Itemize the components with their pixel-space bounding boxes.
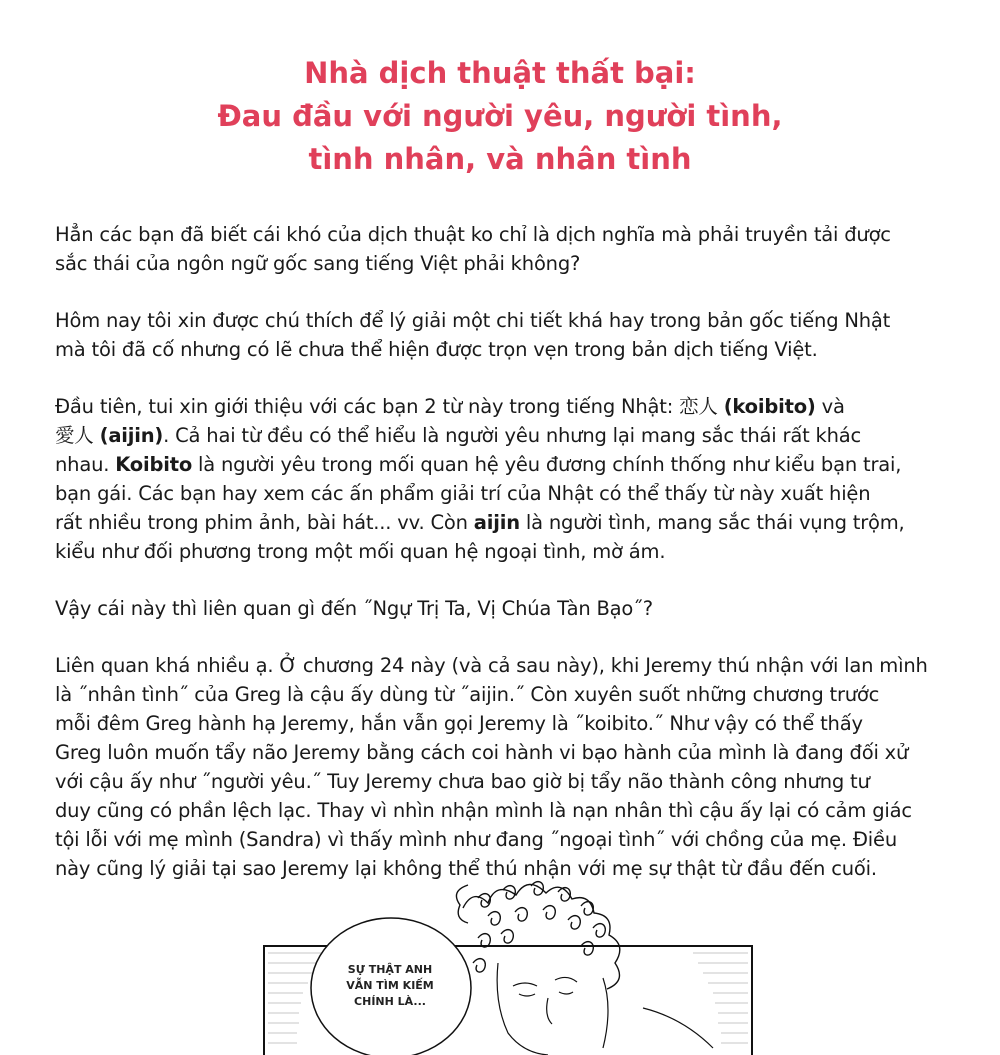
text-line: là ˝nhân tình˝ của Greg là cậu ấy dùng từ ˝aijin.˝ Còn xuyên suốt những chương trước [55,683,880,706]
title-line-1: Nhà dịch thuật thất bại: [304,56,696,90]
title-line-3: tình nhân, và nhân tình [308,142,692,176]
article-body [55,220,975,883]
text-line: này cũng lý giải tại sao Jeremy lại không thể thú nhận với mẹ sự thật từ đầu đến cuối. [55,857,877,880]
text-line: Greg luôn muốn tẩy não Jeremy bằng cách coi hành vi bạo hành của mình là đang đối xử [55,741,909,764]
speech-bubble-text [330,962,450,1010]
text-line: Liên quan khá nhiều ạ. Ở chương 24 này (và cả sau này), khi Jeremy thú nhận với lan mình [55,654,928,677]
text-line: sắc thái của ngôn ngữ gốc sang tiếng Việt phải không? [55,252,581,275]
paragraph-explanation [55,651,975,883]
text-line: rất nhiều trong phim ảnh, bài hát... vv. Còn aijin là người tình, mang sắc thái vụng trộm, [55,511,905,534]
paragraph-purpose [55,306,975,364]
text-line: 愛人 (aijin). Cả hai từ đều có thể hiểu là người yêu nhưng lại mang sắc thái rất khác [55,424,862,447]
term-aijin: (aijin) [99,424,164,447]
text-line: duy cũng có phần lệch lạc. Thay vì nhìn nhận mình là nạn nhân thì cậu ấy lại có cảm giác [55,799,912,822]
text-line: nhau. Koibito là người yêu trong mối quan hệ yêu đương chính thống như kiểu bạn trai, [55,453,902,476]
term-koibito: (koibito) [723,395,816,418]
text-line: bạn gái. Các bạn hay xem các ấn phẩm giải trí của Nhật có thể thấy từ này xuất hiện [55,482,871,505]
bubble-line: CHÍNH LÀ... [354,995,426,1008]
text-line: kiểu như đối phương trong một mối quan hệ ngoại tình, mờ ám. [55,540,666,563]
bubble-line: VẪN TÌM KIẾM [346,979,434,992]
text-line: với cậu ấy như ˝người yêu.˝ Tuy Jeremy chưa bao giờ bị tẩy não thành công nhưng tư [55,770,870,793]
text-line: Đầu tiên, tui xin giới thiệu với các bạn 2 từ này trong tiếng Nhật: 恋人 (koibito) và [55,395,845,418]
text-line: Vậy cái này thì liên quan gì đến ˝Ngự Trị Ta, Vị Chúa Tàn Bạo˝? [55,597,653,620]
text-line: tội lỗi với mẹ mình (Sandra) vì thấy mình như đang ˝ngoại tình˝ với chồng của mẹ. Điều [55,828,897,851]
bubble-line: SỰ THẬT ANH [347,963,433,976]
text-line: Hẳn các bạn đã biết cái khó của dịch thuật ko chỉ là dịch nghĩa mà phải truyền tải được [55,223,891,246]
paragraph-definitions [55,392,975,566]
title-line-2: Đau đầu với người yêu, người tình, [217,99,783,133]
page-title [0,52,1000,181]
text-line: Hôm nay tôi xin được chú thích để lý giải một chi tiết khá hay trong bản gốc tiếng Nhật [55,309,891,332]
paragraph-question [55,594,975,623]
text-line: mỗi đêm Greg hành hạ Jeremy, hắn vẫn gọi Jeremy là ˝koibito.˝ Như vậy có thể thấy [55,712,863,735]
text-line: mà tôi đã cố nhưng có lẽ chưa thể hiện được trọn vẹn trong bản dịch tiếng Việt. [55,338,818,361]
term-aijin: aijin [473,511,520,534]
paragraph-intro [55,220,975,278]
term-koibito: Koibito [115,453,193,476]
